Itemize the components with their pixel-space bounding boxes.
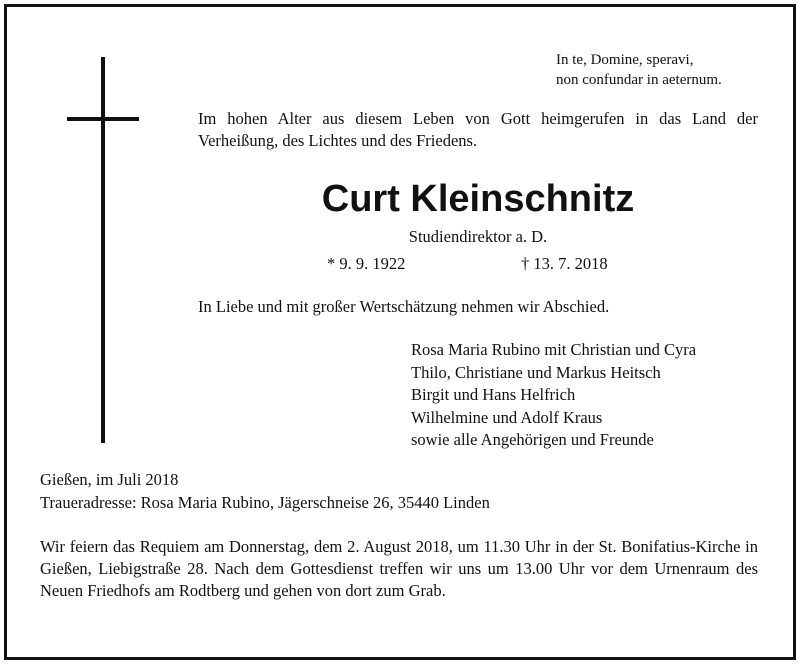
deceased-name: Curt Kleinschnitz (321, 178, 635, 220)
service-details: Wir feiern das Requiem am Donnerstag, dem 2. August 2018, um 11.30 Uhr in der St. Bonifatius-Kirche in Gießen, Liebigstraße 28. Nach dem Gottesdienst treffen wir uns um 13.00 Uhr vor dem Urnenraum des Neuen Friedhofs am Rodtberg und gehen von dort zum Grab. (40, 537, 758, 600)
mourner-line: Rosa Maria Rubino mit Christian und Cyra (411, 340, 697, 359)
place-date: Gießen, im Juli 2018 (40, 470, 179, 489)
death-date: † 13. 7. 2018 (521, 254, 608, 273)
deceased-title: Studiendirektor a. D. (408, 227, 548, 246)
latin-motto (556, 50, 722, 90)
farewell-text: In Liebe und mit großer Wertschätzung nehmen wir Abschied. (198, 297, 610, 316)
motto-line-1: In te, Domine, speravi, (556, 52, 694, 68)
mourning-address: Traueradresse: Rosa Maria Rubino, Jägerschneise 26, 35440 Linden (40, 493, 490, 512)
cross-icon (101, 57, 105, 443)
mourner-line: sowie alle Angehörigen und Freunde (411, 430, 654, 449)
mourner-line: Thilo, Christiane und Markus Heitsch (411, 362, 661, 382)
mourners-list (411, 339, 696, 452)
mourner-line: Wilhelmine und Adolf Kraus (411, 407, 603, 427)
birth-date: * 9. 9. 1922 (327, 254, 406, 273)
cross-icon-crossbar (67, 117, 139, 121)
intro-text: Im hohen Alter aus diesem Leben von Gott heimgerufen in das Land der Verheißung, des Lichtes und des Friedens. (198, 109, 758, 150)
mourner-line: Birgit und Hans Helfrich (411, 385, 576, 404)
motto-line-2: non confundar in aeternum. (556, 72, 722, 88)
